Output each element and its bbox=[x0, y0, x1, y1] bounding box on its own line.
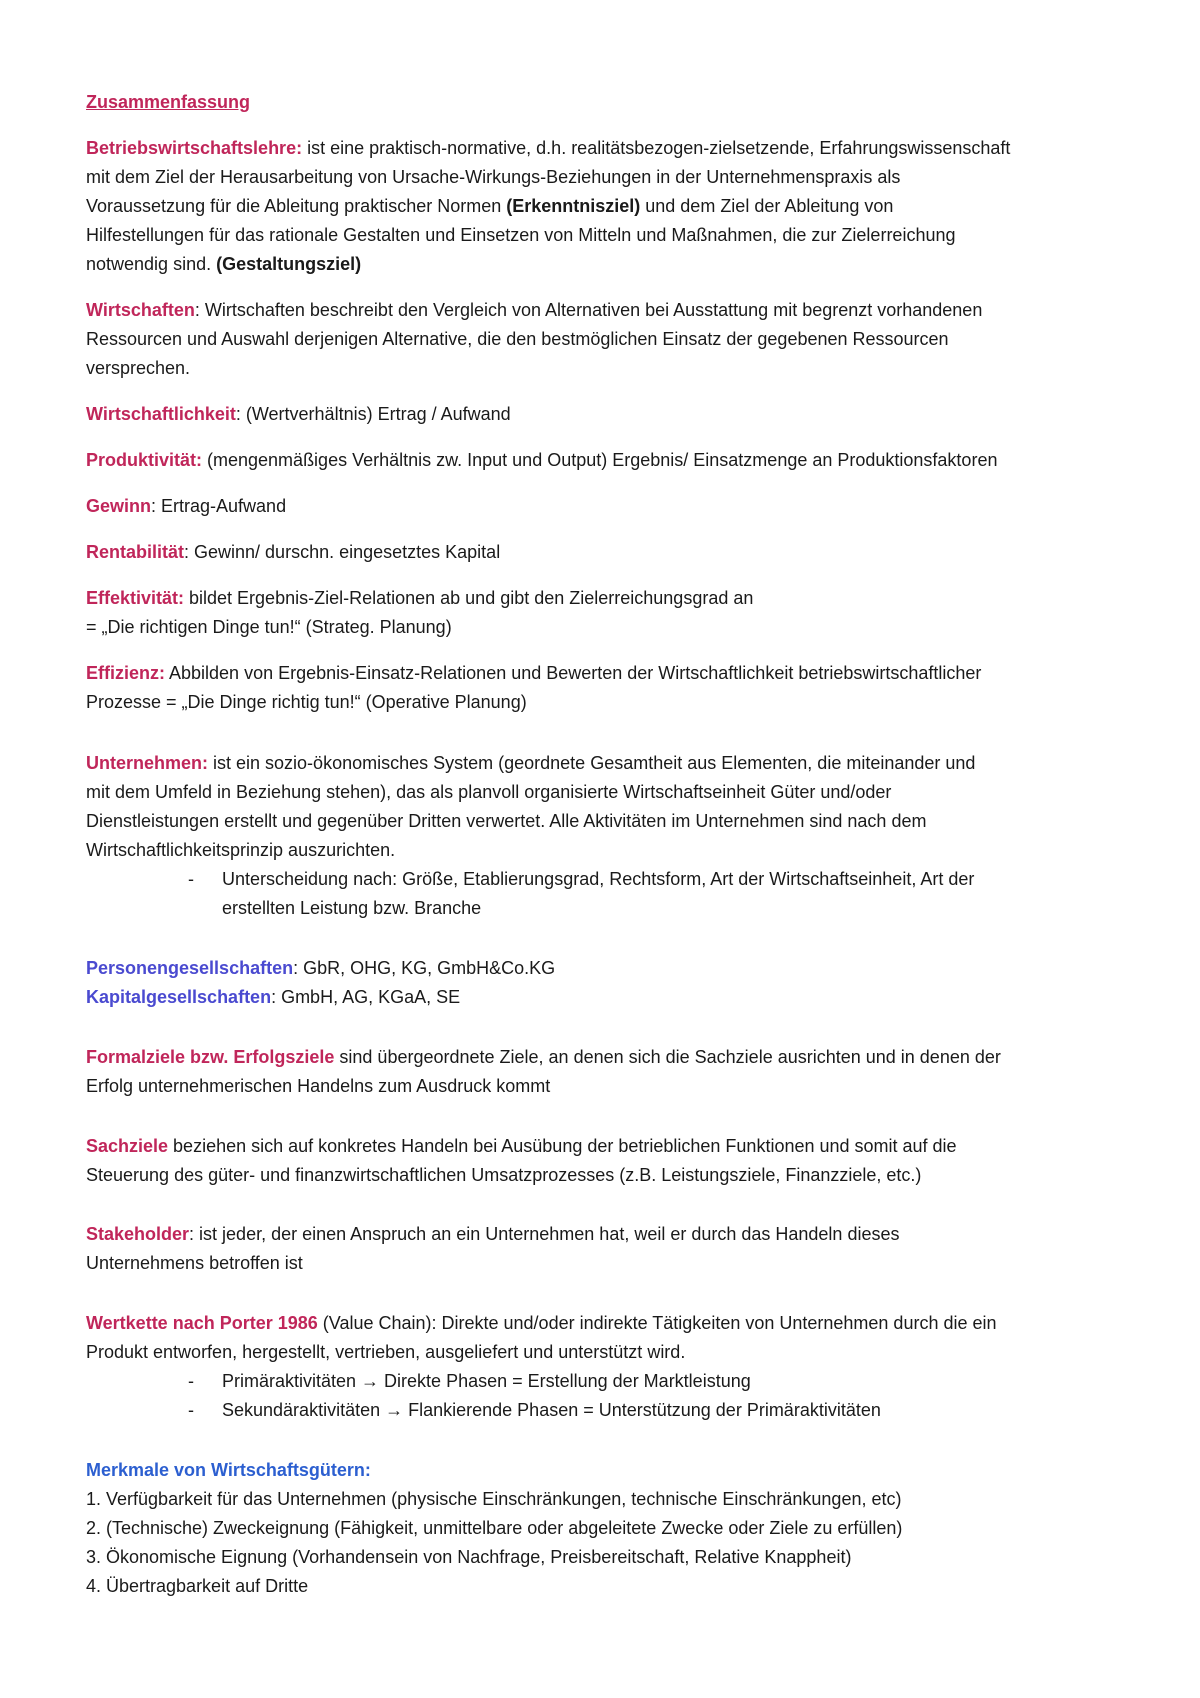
effizienz-line-2: Prozesse = „Die Dinge richtig tun!“ (Operative Planung) bbox=[86, 692, 527, 712]
formalziele-term: Formalziele bzw. Erfolgsziele bbox=[86, 1047, 335, 1067]
wertkette-bullet-1-text bbox=[222, 1367, 751, 1396]
rentabilitaet-term: Rentabilität bbox=[86, 542, 185, 562]
document-title: Zusammenfassung bbox=[86, 92, 251, 112]
primaeraktivitaeten-label: Primäraktivitäten bbox=[222, 1371, 362, 1391]
bwl-text-3a: Voraussetzung für die Ableitung praktischer Normen bbox=[86, 196, 507, 216]
unternehmen-line-4: Wirtschaftlichkeitsprinzip auszurichten. bbox=[86, 840, 396, 860]
merkmale-colon: : bbox=[364, 1460, 371, 1480]
personengesellschaften-line bbox=[86, 954, 555, 983]
unternehmen-line-1 bbox=[86, 749, 975, 778]
bwl-line-5 bbox=[86, 250, 361, 279]
wertkette-bullet-2-text bbox=[222, 1396, 881, 1425]
effizienz-line-1 bbox=[86, 659, 981, 688]
gewinn-term: Gewinn bbox=[86, 496, 152, 516]
sekundaeraktivitaeten-desc: Flankierende Phasen = Unterstützung der Primäraktivitäten bbox=[403, 1400, 881, 1420]
wirtschaftlichkeit-term: Wirtschaftlichkeit bbox=[86, 404, 236, 424]
unternehmen-line-3: Dienstleistungen erstellt und gegenüber Dritten verwertet. Alle Aktivitäten im Unternehmen sind nach dem bbox=[86, 811, 927, 831]
merkmal-item: 3. Ökonomische Eignung (Vorhandensein von Nachfrage, Preisbereitschaft, Relative Knappheit) bbox=[86, 1547, 852, 1567]
bwl-text-1: ist eine praktisch-normative, d.h. realitätsbezogen-zielsetzende, Erfahrungswissenschaft bbox=[302, 138, 1011, 158]
gewinn-line bbox=[86, 492, 286, 521]
unternehmen-bullet bbox=[86, 865, 1126, 894]
gewinn-text: : Ertrag-Aufwand bbox=[151, 496, 287, 516]
wirtschaften-term: Wirtschaften bbox=[86, 300, 195, 320]
arrow-right-icon: → bbox=[385, 1400, 404, 1420]
wirtschaften-line-2: Ressourcen und Auswahl derjenigen Alternative, die den bestmöglichen Einsatz der gegebenen Ressourcen bbox=[86, 329, 949, 349]
effektivitaet-line-1 bbox=[86, 584, 753, 613]
unternehmen-bullet-text-1: Unterscheidung nach: Größe, Etablierungsgrad, Rechtsform, Art der Wirtschaftseinheit, Art der bbox=[222, 869, 975, 889]
sachziele-text-1: beziehen sich auf konkretes Handeln bei Ausübung der betrieblichen Funktionen und somit auf die bbox=[168, 1136, 957, 1156]
merkmal-item: 1. Verfügbarkeit für das Unternehmen (physische Einschränkungen, technische Einschränkungen, etc) bbox=[86, 1489, 902, 1509]
stakeholder-line-1 bbox=[86, 1220, 899, 1249]
effizienz-term: Effizienz: bbox=[86, 663, 165, 683]
stakeholder-line-2: Unternehmens betroffen ist bbox=[86, 1253, 303, 1273]
bwl-line-4: Hilfestellungen für das rationale Gestalten und Einsetzen von Mitteln und Maßnahmen, die zur Zielerreichung bbox=[86, 225, 956, 245]
bwl-line-2: mit dem Ziel der Herausarbeitung von Ursache-Wirkungs-Beziehungen in der Unternehmenspraxis als bbox=[86, 167, 901, 187]
kapitalgesellschaften-term: Kapitalgesellschaften bbox=[86, 987, 272, 1007]
wertkette-bullet-1 bbox=[86, 1367, 1126, 1396]
wirtschaftlichkeit-text: : (Wertverhältnis) Ertrag / Aufwand bbox=[235, 404, 511, 424]
wertkette-text-1: (Value Chain): Direkte und/oder indirekte Tätigkeiten von Unternehmen durch die ein bbox=[317, 1313, 997, 1333]
effektivitaet-text-1: bildet Ergebnis-Ziel-Relationen ab und gibt den Zielerreichungsgrad an bbox=[184, 588, 754, 608]
produktivitaet-term: Produktivität: bbox=[86, 450, 203, 470]
unternehmen-bullet-cont bbox=[86, 894, 1126, 923]
sekundaeraktivitaeten-label: Sekundäraktivitäten bbox=[222, 1400, 386, 1420]
bwl-gestaltungsziel: (Gestaltungsziel) bbox=[216, 254, 362, 274]
unternehmen-text-1: ist ein sozio-ökonomisches System (geordnete Gesamtheit aus Elementen, die miteinander und bbox=[208, 753, 976, 773]
stakeholder-text-1: : ist jeder, der einen Anspruch an ein Unternehmen hat, weil er durch das Handeln dieses bbox=[189, 1224, 900, 1244]
wirtschaftlichkeit-line bbox=[86, 400, 511, 429]
formalziele-line-1 bbox=[86, 1043, 1001, 1072]
bullet-dash: - bbox=[188, 1371, 194, 1391]
bwl-term: Betriebswirtschaftslehre: bbox=[86, 138, 303, 158]
primaeraktivitaeten-desc: Direkte Phasen = Erstellung der Marktleistung bbox=[379, 1371, 751, 1391]
kapitalgesellschaften-text: : GmbH, AG, KGaA, SE bbox=[271, 987, 461, 1007]
merkmal-item: 4. Übertragbarkeit auf Dritte bbox=[86, 1576, 309, 1596]
effizienz-text-1: Abbilden von Ergebnis-Einsatz-Relationen und Bewerten der Wirtschaftlichkeit betriebswirtschaftlicher bbox=[165, 663, 982, 683]
bwl-line-3 bbox=[86, 192, 893, 221]
personengesellschaften-term: Personengesellschaften bbox=[86, 958, 294, 978]
bwl-text-5a: notwendig sind. bbox=[86, 254, 217, 274]
merkmal-item: 2. (Technische) Zweckeignung (Fähigkeit, unmittelbare oder abgeleitete Zwecke oder Ziele zu erfüllen) bbox=[86, 1518, 903, 1538]
merkmale-heading bbox=[86, 1456, 371, 1485]
unternehmen-bullet-text-2: erstellten Leistung bzw. Branche bbox=[222, 898, 482, 918]
rentabilitaet-line bbox=[86, 538, 500, 567]
bullet-dash: - bbox=[188, 1400, 194, 1420]
effektivitaet-line-2: = „Die richtigen Dinge tun!“ (Strateg. Planung) bbox=[86, 617, 452, 637]
effektivitaet-term: Effektivität: bbox=[86, 588, 185, 608]
unternehmen-line-2: mit dem Umfeld in Beziehung stehen), das als planvoll organisierte Wirtschaftseinheit Güter und/oder bbox=[86, 782, 892, 802]
personengesellschaften-text: : GbR, OHG, KG, GmbH&Co.KG bbox=[293, 958, 556, 978]
wirtschaften-line-3: versprechen. bbox=[86, 358, 191, 378]
unternehmen-term: Unternehmen: bbox=[86, 753, 209, 773]
produktivitaet-line bbox=[86, 446, 997, 475]
produktivitaet-text: (mengenmäßiges Verhältnis zw. Input und Output) Ergebnis/ Einsatzmenge an Produktionsfaktoren bbox=[202, 450, 998, 470]
arrow-right-icon: → bbox=[361, 1371, 380, 1391]
sachziele-line-1 bbox=[86, 1132, 957, 1161]
rentabilitaet-text: : Gewinn/ durschn. eingesetztes Kapital bbox=[184, 542, 501, 562]
stakeholder-term: Stakeholder bbox=[86, 1224, 190, 1244]
wirtschaften-text-1: : Wirtschaften beschreibt den Vergleich von Alternativen bei Ausstattung mit begrenzt vorhandenen bbox=[194, 300, 983, 320]
wirtschaften-line-1 bbox=[86, 296, 982, 325]
bwl-text-3c: und dem Ziel der Ableitung von bbox=[640, 196, 894, 216]
sachziele-term: Sachziele bbox=[86, 1136, 169, 1156]
kapitalgesellschaften-line bbox=[86, 983, 460, 1012]
bwl-erkenntnisziel: (Erkenntnisziel) bbox=[506, 196, 641, 216]
bullet-dash: - bbox=[188, 869, 194, 889]
wertkette-bullet-2 bbox=[86, 1396, 1126, 1425]
wertkette-line-1 bbox=[86, 1309, 997, 1338]
wertkette-term: Wertkette nach Porter 1986 bbox=[86, 1313, 318, 1333]
bwl-line-1 bbox=[86, 134, 1010, 163]
sachziele-line-2: Steuerung des güter- und finanzwirtschaftlichen Umsatzprozesses (z.B. Leistungsziele, Finanzziele, etc.) bbox=[86, 1165, 922, 1185]
merkmale-term: Merkmale von Wirtschaftsgütern bbox=[86, 1460, 365, 1480]
wertkette-line-2: Produkt entworfen, hergestellt, vertrieben, ausgeliefert und unterstützt wird. bbox=[86, 1342, 686, 1362]
formalziele-line-2: Erfolg unternehmerischen Handelns zum Ausdruck kommt bbox=[86, 1076, 551, 1096]
formalziele-text-1: sind übergeordnete Ziele, an denen sich die Sachziele ausrichten und in denen der bbox=[334, 1047, 1001, 1067]
